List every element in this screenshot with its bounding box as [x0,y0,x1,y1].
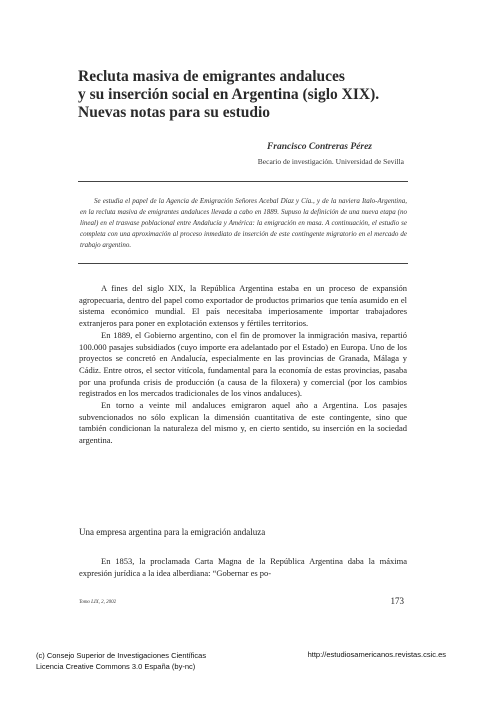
page-number: 173 [390,596,404,606]
author-name: Francisco Contreras Pérez [266,142,372,152]
section-paragraph: En 1853, la proclamada Carta Magna de la República Argentina daba la máxima expresión jurídica a la idea alberdiana: “Gobernar es po- [79,556,407,578]
article-title [78,68,418,122]
body-paragraph: En 1889, el Gobierno argentino, con el fin de promover la inmigración masiva, repartió 100.000 pasajes subsidiados (cuyo importe era adelantado por el Estado) en Europa. Uno de los proyectos se concretó en Andalucía, especialmente en las provincias de Granada, Málaga y Cádiz. Entre otros, el sector vitícola, fundamental para la economía de estas provincias, pasaba por una profunda crisis de producción (a causa de la filoxera) y comercial (por los cambios registrados en los mercados tradicionales de los vinos andaluces). [79,329,407,399]
title-line-1: Recluta masiva de emigrantes andaluces [78,68,345,85]
title-line-2: y su inserción social en Argentina (siglo XIX). [78,86,380,103]
abstract: Se estudia el papel de la Agencia de Emigración Señores Acebal Díaz y Cía., y de la naviera Italo-Argentina, en la recluta masiva de emigrantes andaluces llevada a cabo en 1889. Supuso la definición de una nueva etapa (no lineal) en el trasvase poblacional entre Andalucía y América: la emigración en masa. A continuación, el estudio se completa con una aproximación al proceso inmediato de inserción de este contingente migratorio en el mercado de trabajo argentino. [80,197,407,249]
section-heading: Una empresa argentina para la emigración andaluza [79,527,266,537]
license-line: Licencia Creative Commons 3.0 España (by-nc) [36,662,196,671]
body-paragraph: A fines del siglo XIX, la República Argentina estaba en un proceso de expansión agropecuaria, dentro del papel como exportador de productos primarios que tenía asumido en el sistema económico mundial. El país necesitaba imperiosamente importar trabajadores extranjeros para poner en explotación extensos y fértiles territorios. [79,283,407,329]
body-paragraph: En torno a veinte mil andaluces emigraron aquel año a Argentina. Los pasajes subvencionados no sólo explican la dimensión cuantitativa de este contingente, sino que también condicionan la naturaleza del mismo y, en cierto sentido, su inserción en la sociedad argentina. [79,400,407,446]
section-body [79,556,407,579]
body-text [79,283,407,447]
copyright-line: (c) Consejo Superior de Investigaciones Científicas [36,651,207,660]
journal-url-link[interactable]: http://estudiosamericanos.revistas.csic.es [307,650,446,659]
journal-reference: Tomo LIX, 2, 2002 [79,600,117,605]
abstract-top-rule [78,181,408,182]
abstract-bottom-rule [78,263,408,264]
author-affiliation: Becario de investigación. Universidad de Sevilla [257,157,404,166]
title-line-3: Nuevas notas para su estudio [78,104,271,121]
license-notice [36,650,206,672]
